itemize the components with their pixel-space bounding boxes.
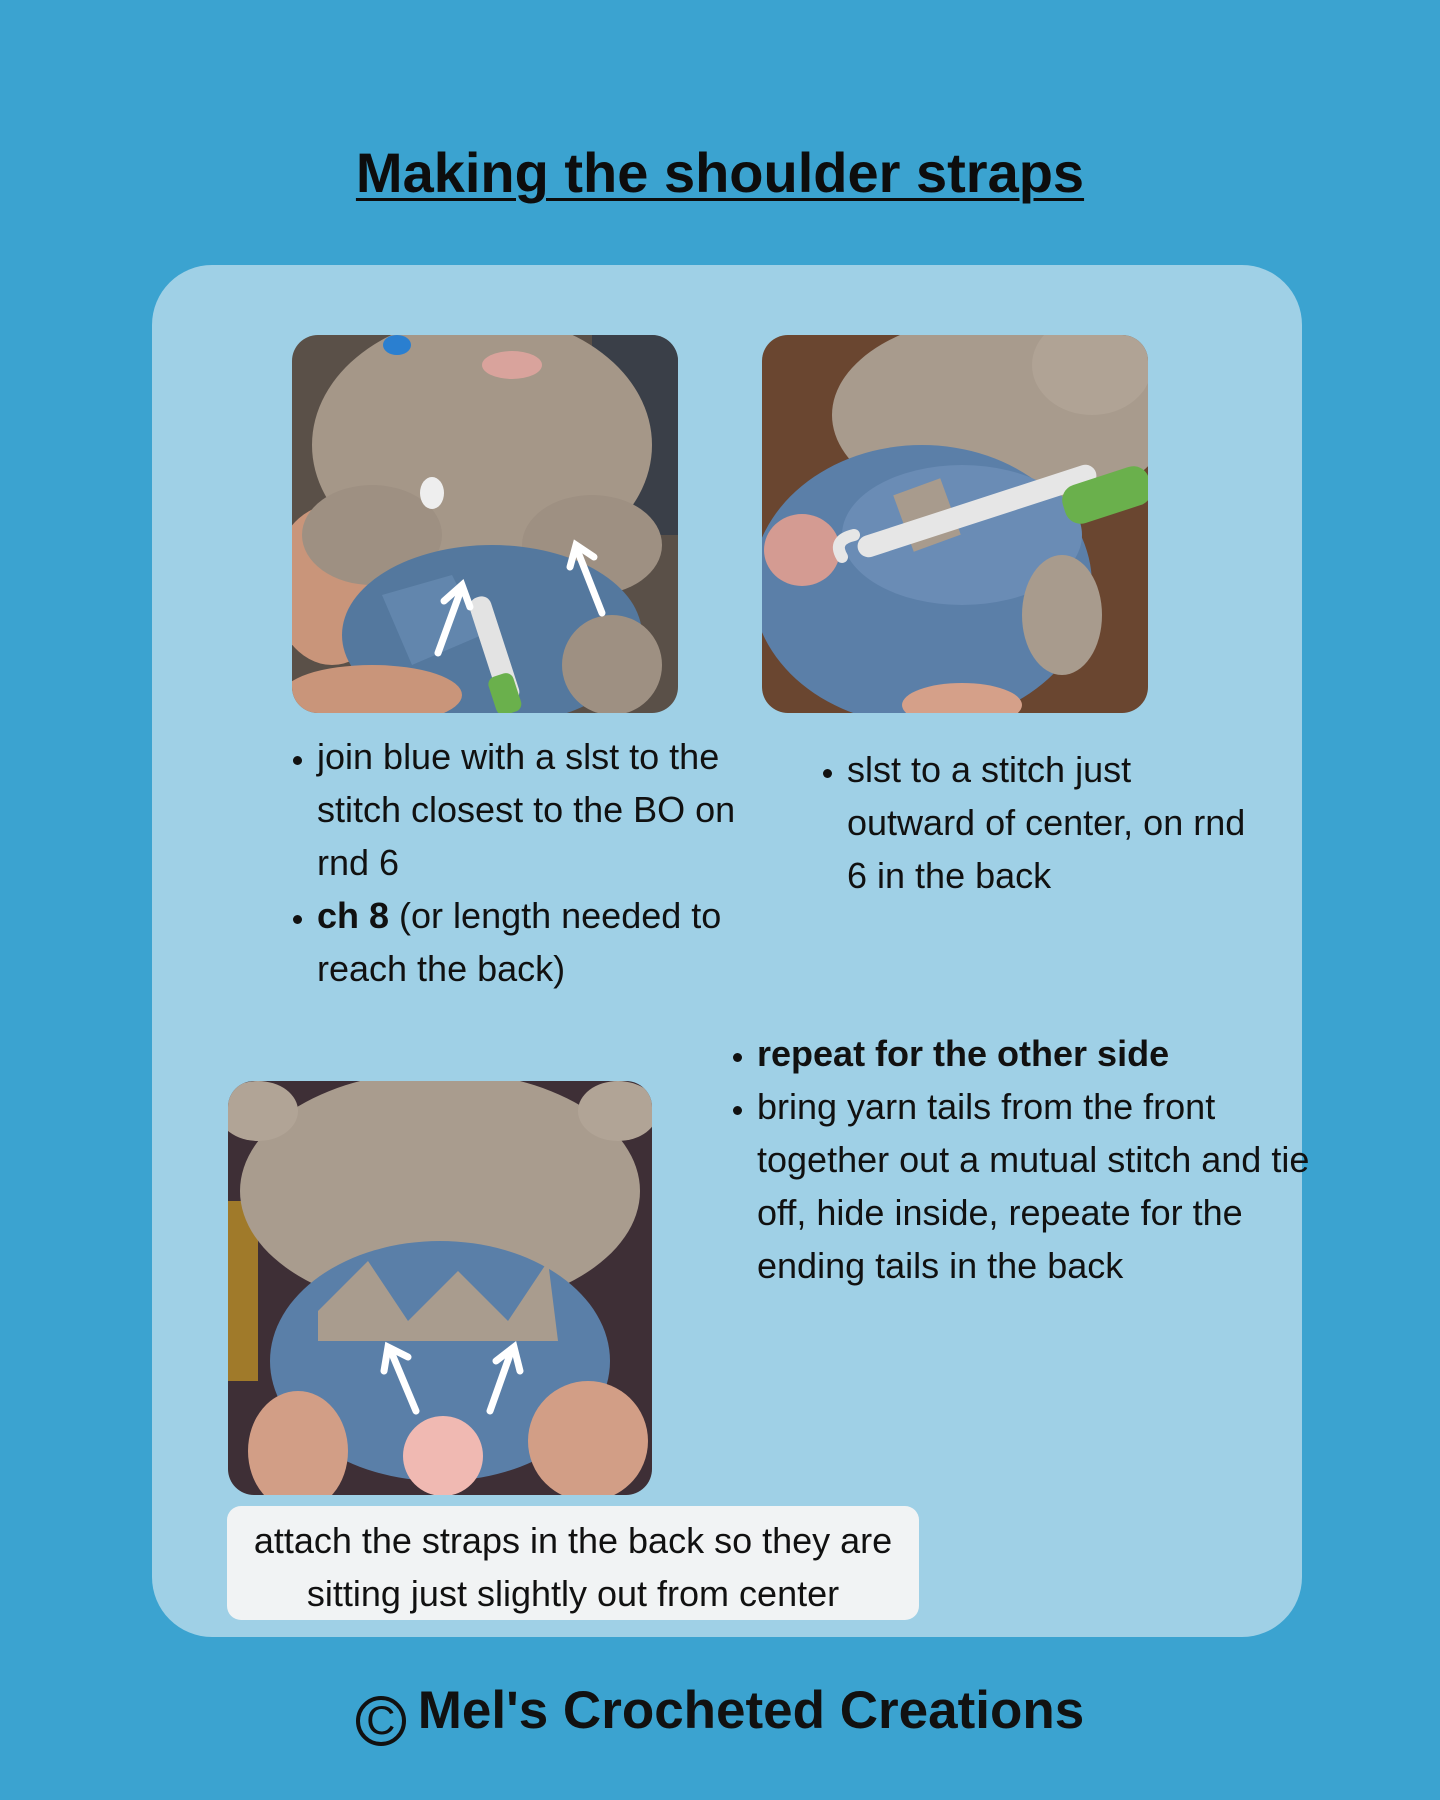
step1-list [265,730,777,995]
page-title: Making the shoulder straps [355,141,1085,204]
step2-list [795,743,1247,902]
footer-credit [0,1680,1440,1746]
footer-text: Mel's Crocheted Creations [417,1681,1085,1740]
copyright-icon: C [356,1696,406,1746]
photo-attached-straps [228,1081,652,1495]
step3-item-repeat [757,1027,1317,1080]
step3-item-tails: • bring yarn tails from the front together out a mutual stitch and tie off, hide inside, repeate for the ending tails in the back [757,1080,1317,1292]
step3-item-repeat-bold: repeat for the other side [757,1033,1170,1074]
photo-back-slst [762,335,1148,713]
step1-item-join: • join blue with a slst to the stitch closest to the BO on rnd 6 [317,730,777,889]
step1-item-chain-rest: (or length needed to reach the back) [317,895,722,989]
step1-item-chain-bold: ch 8 [317,895,390,936]
step1-item-chain [317,889,777,995]
step3-list [705,1027,1317,1292]
photo-caption: attach the straps in the back so they are sitting just slightly out from center [227,1506,919,1620]
photo-front-straps [292,335,678,713]
step2-item-slst: • slst to a stitch just outward of center, on rnd 6 in the back [847,743,1247,902]
